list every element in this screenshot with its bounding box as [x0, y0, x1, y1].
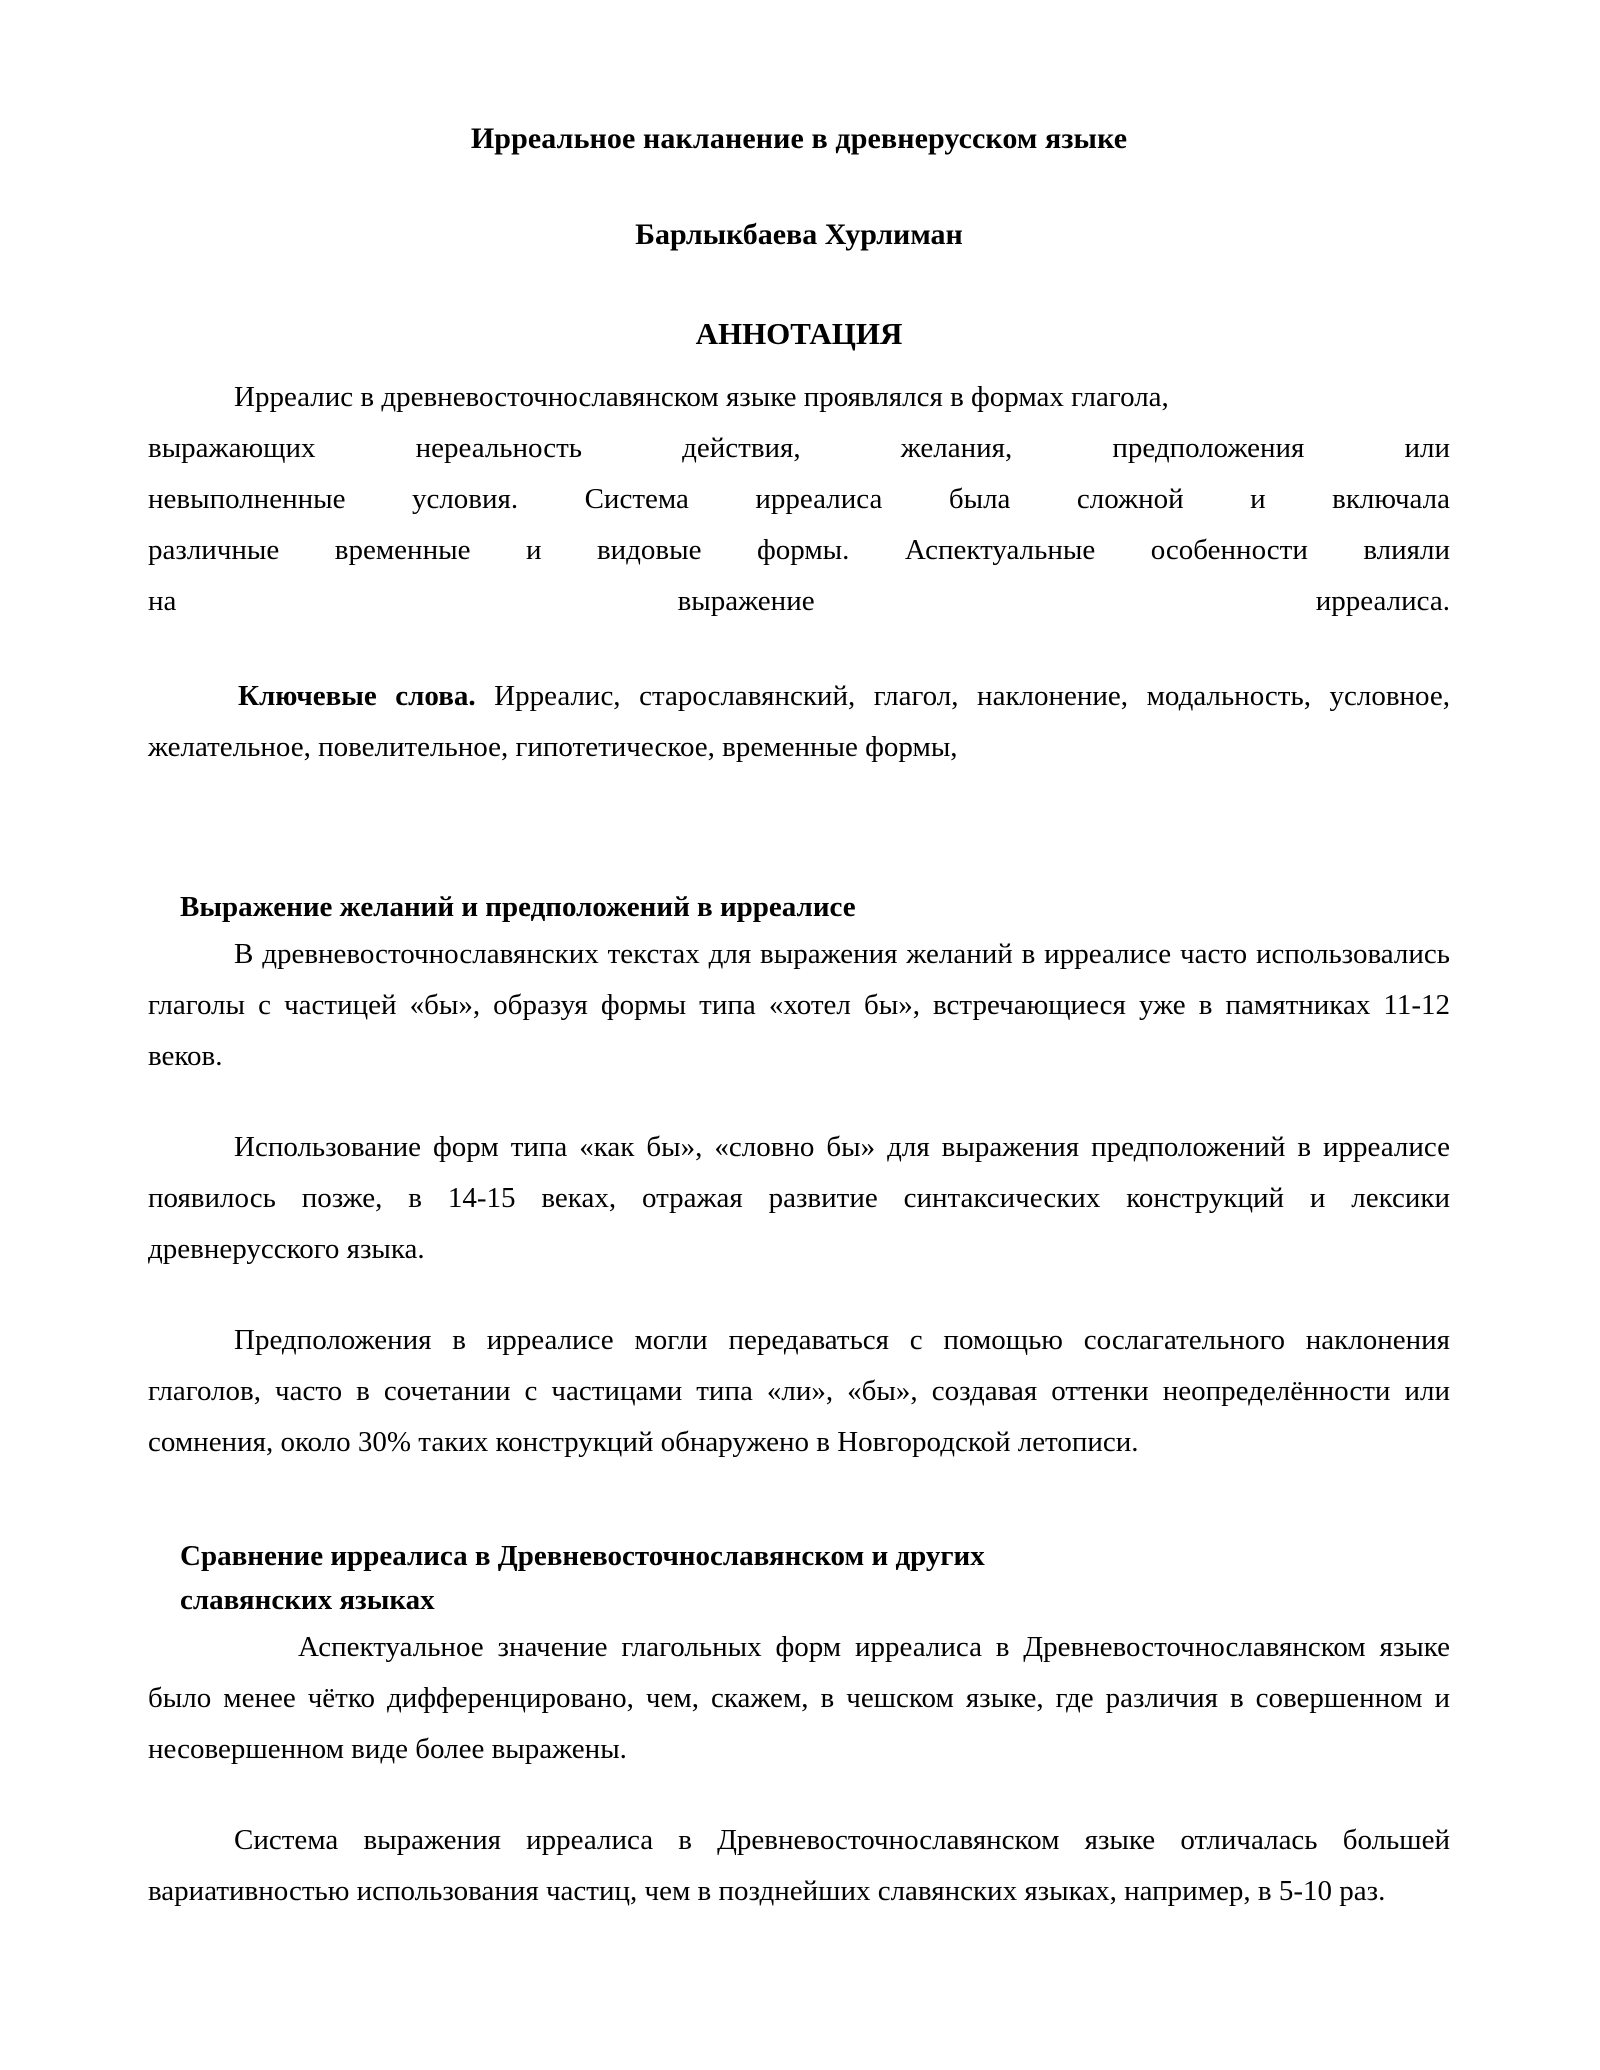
paragraph-spacer	[148, 1775, 1450, 1815]
text-column	[148, 0, 1450, 1917]
section-2-paragraph-1: Аспектуальное значение глагольных форм ирреалиса в Древневосточнославянском языке было менее чётко дифференцировано, чем, скажем, в чешском языке, где различия в совершенном и несовершенном виде более выражены.	[148, 1630, 1450, 1765]
author-name: Барлыкбаева Хурлиман	[635, 217, 963, 251]
section-1-paragraph-3: Предположения в ирреалисе могли передаваться с помощью сослагательного наклонения глаголов, часто в сочетании с частицами типа «ли», «бы», создавая оттенки неопределённости или сомнения, около 30% таких конструкций обнаружено в Новгородской летописи.	[148, 1323, 1450, 1458]
abstract-paragraph	[148, 354, 1450, 627]
abstract-line: невыполненные условия. Система ирреалиса была сложной и включала	[148, 482, 1450, 515]
section-heading-2-line-1: Сравнение ирреалиса в Древневосточнославянском и других	[180, 1539, 985, 1572]
abstract-line: на выражение ирреалиса.	[148, 584, 1450, 617]
abstract-line: выражающих нереальность действия, желания, предположения или	[148, 431, 1450, 464]
abstract-heading: АННОТАЦИЯ	[695, 316, 903, 351]
page-title: Ирреальное накланение в древнерусском языке	[470, 122, 1128, 155]
keywords-list: Ирреалис, старославянский, глагол, наклонение, модальность, условное, желательное, повелительное, гипотетическое, временные формы,	[148, 679, 1451, 763]
section-1-paragraph-1: В древневосточнославянских текстах для выражения желаний в ирреалисе часто использовались глаголы с частицей «бы», образуя формы типа «хотел бы», встречающиеся уже в памятниках 11-12 веков.	[148, 937, 1450, 1072]
keywords-label: Ключевые слова.	[238, 679, 476, 712]
section-2-paragraph-2: Система выражения ирреалиса в Древневосточнославянском языке отличалась большей вариативностью использования частиц, чем в позднейших славянских языках, например, в 5-10 раз.	[148, 1823, 1450, 1907]
section-heading-2-line-2: славянских языках	[180, 1583, 435, 1616]
abstract-line: Ирреалис в древневосточнославянском языке проявлялся в формах глагола,	[234, 380, 1169, 413]
paragraph-spacer	[148, 1275, 1450, 1315]
abstract-line: различные временные и видовые формы. Аспектуальные особенности влияли	[148, 533, 1450, 566]
section-1-paragraph-2: Использование форм типа «как бы», «словно бы» для выражения предположений в ирреалисе появилось позже, в 14-15 веках, отражая развитие синтаксических конструкций и лексики древнерусского языка.	[148, 1130, 1450, 1265]
paragraph-spacer	[148, 1082, 1450, 1122]
keywords-paragraph	[148, 627, 1450, 773]
section-heading-1: Выражение желаний и предположений в ирреалисе	[180, 890, 856, 923]
